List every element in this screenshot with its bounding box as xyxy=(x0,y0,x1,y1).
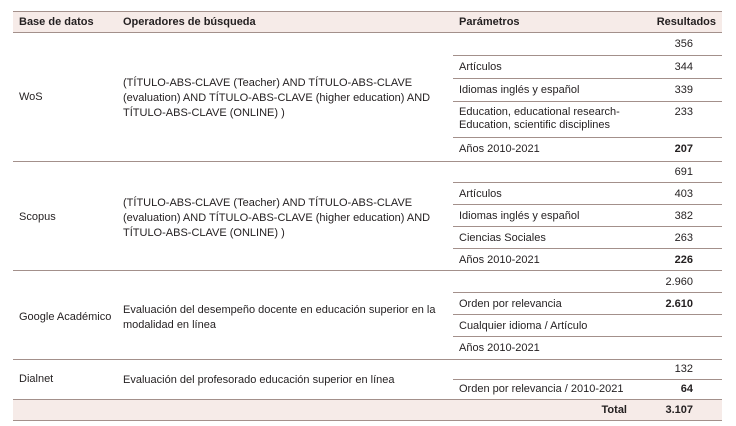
database-name: Scopus xyxy=(19,211,56,223)
table-row-google-academico xyxy=(13,271,722,360)
param-row xyxy=(453,162,722,183)
header-database: Base de datos xyxy=(19,16,94,28)
table-row-wos xyxy=(13,33,722,162)
result-value: 207 xyxy=(674,143,693,155)
result-value: 132 xyxy=(674,363,693,375)
param-row: Años 2010-2021 226 xyxy=(459,254,693,266)
result-value: 226 xyxy=(674,254,693,266)
param-row: Años 2010-2021 xyxy=(459,342,540,354)
param-row: Education, educational research-Education, scientific disciplines 233 xyxy=(453,102,722,138)
table-header xyxy=(13,11,722,33)
param-row: Cualquier idioma / Artículo xyxy=(453,315,722,337)
database-name: Dialnet xyxy=(19,373,54,385)
header-operators: Operadores de búsqueda xyxy=(123,16,256,28)
result-value: 2.960 xyxy=(665,276,693,288)
result-value: 691 xyxy=(674,166,693,178)
param-row: Ciencias Sociales 263 xyxy=(453,227,722,249)
total-value: 3.107 xyxy=(665,404,693,416)
param-row: Años 2010-2021 207 xyxy=(459,143,693,155)
result-value: 233 xyxy=(674,106,693,118)
search-operators: (TÍTULO-ABS-CLAVE (Teacher) AND TÍTULO-ABS-CLAVE (evaluation) AND TÍTULO-ABS-CLAVE (higher education) AND TÍTULO-ABS-CLAVE (ONLINE) ) xyxy=(123,197,431,239)
result-value: 2.610 xyxy=(665,298,693,310)
search-operators: (TÍTULO-ABS-CLAVE (Teacher) AND TÍTULO-ABS-CLAVE (evaluation) AND TÍTULO-ABS-CLAVE (higher education) AND TÍTULO-ABS-CLAVE (ONLINE) ) xyxy=(123,77,431,119)
result-value: 382 xyxy=(674,210,693,222)
param-row: Idiomas inglés y español 339 xyxy=(453,79,722,102)
param-row: Orden por relevancia / 2010-2021 64 xyxy=(459,383,693,395)
param-row: Artículos 344 xyxy=(453,56,722,79)
table-row-dialnet xyxy=(13,360,722,399)
result-value: 403 xyxy=(674,188,693,200)
result-value: 64 xyxy=(680,383,693,395)
total-row xyxy=(13,399,722,421)
param-row xyxy=(453,271,722,293)
database-name: WoS xyxy=(19,91,43,103)
result-value: 263 xyxy=(674,232,693,244)
search-operators: Evaluación del desempeño docente en educación superior en la modalidad en línea xyxy=(123,304,436,331)
param-row: Orden por relevancia 2.610 xyxy=(453,293,722,315)
header-results: Resultados xyxy=(656,16,716,28)
result-value: 339 xyxy=(674,84,693,96)
table-row-scopus xyxy=(13,162,722,271)
header-parameters: Parámetros xyxy=(459,16,520,28)
param-row xyxy=(453,360,722,380)
result-value: 344 xyxy=(674,61,693,73)
search-operators: Evaluación del profesorado educación superior en línea xyxy=(123,374,395,386)
param-row xyxy=(453,33,722,56)
param-row: Idiomas inglés y español 382 xyxy=(453,205,722,227)
total-label: Total xyxy=(601,404,627,416)
result-value: 356 xyxy=(674,38,693,50)
param-row: Artículos 403 xyxy=(453,183,722,205)
database-name: Google Académico xyxy=(19,311,112,323)
